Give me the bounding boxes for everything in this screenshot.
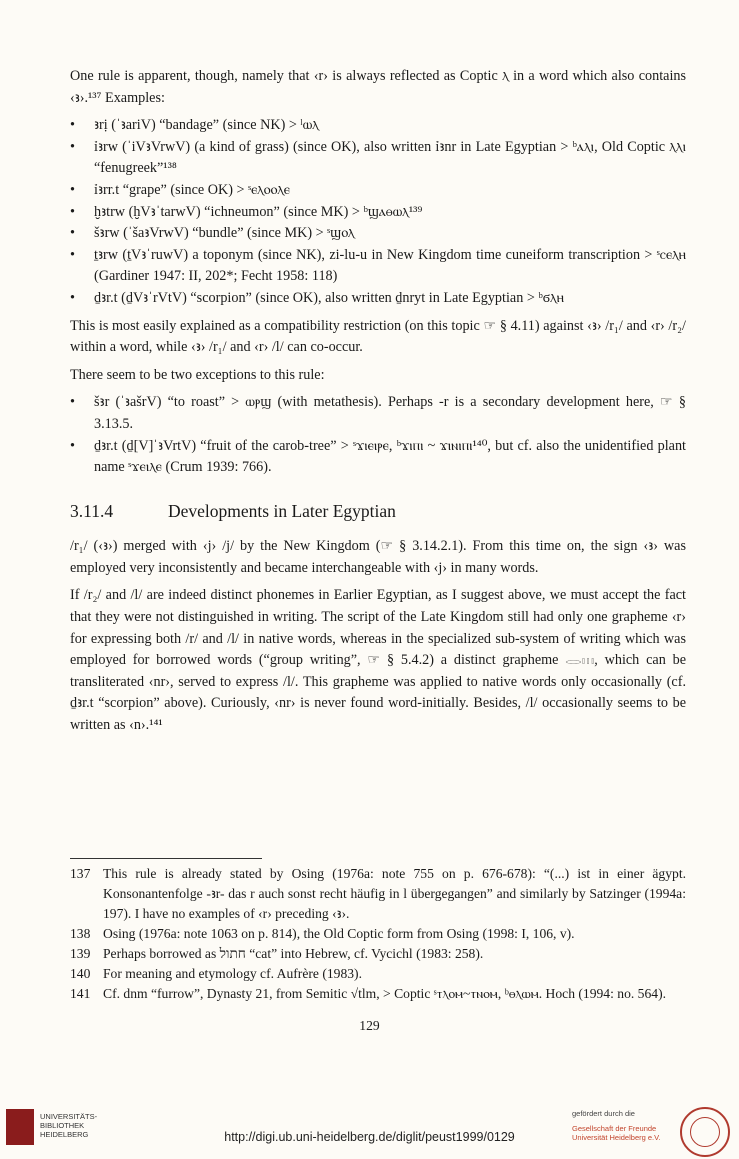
section-title: Developments in Later Egyptian <box>168 500 396 521</box>
digitization-footer <box>0 1109 739 1159</box>
footnote-text: For meaning and etymology cf. Aufrère (1983). <box>103 966 362 981</box>
footnote-text: This rule is already stated by Osing (1976a: note 755 on p. 676-678): “(...) ist in einer ägypt. Konsonantenfolge -ꜣr- das r auch sonst recht häufig in l übergegangen” and similarly by Satzinger (1994a: 197). I have no examples of ‹r› preceding ‹ꜣ›. <box>103 866 686 921</box>
footnotes <box>70 864 686 1004</box>
examples-list-1 <box>70 115 686 309</box>
footnote-number: 140 <box>70 966 91 981</box>
source-link[interactable]: http://digi.ub.uni-heidelberg.de/diglit/peust1999/0129 <box>224 1130 515 1144</box>
funded-by-label: gefördert durch die <box>572 1109 635 1118</box>
example-item: • ꜣrị (ˈꜣariV) “bandage” (since NK) > ˡⲱⲗ <box>70 115 686 137</box>
footnote-text: Osing (1976a: note 1063 on p. 814), the Old Coptic form from Osing (1998: I, 106, v). <box>103 926 575 941</box>
seal-inner-ring <box>690 1117 720 1147</box>
sponsor-name: Gesellschaft der Freunde Universität Heidelberg e.V. <box>572 1124 661 1142</box>
example-item: • ṯꜣrw (ṯVꜣˈruwV) a toponym (since NK), zi-lu-u in New Kingdom time cuneiform transcription > ˢⲥⲉⲗⲏ (Gardiner 1947: II, 202*; Fecht 1958: 118) <box>70 245 686 288</box>
footnote <box>70 924 686 944</box>
footnote-divider <box>70 858 262 859</box>
university-seal-icon <box>680 1107 730 1157</box>
body-paragraph: /r₁/ (‹ꜣ›) merged with ‹j› /j/ by the New Kingdom (☞ § 3.14.2.1). From this time on, the sign ‹ꜣ› was employed very inconsistently and became interchangeable with ‹j› in many words. <box>70 538 686 576</box>
footnote-number: 138 <box>70 926 91 941</box>
footnote-number: 137 <box>70 866 91 881</box>
footnote <box>70 944 686 964</box>
example-item: • ḫꜣtrw (ḫVꜣˈtarwV) “ichneumon” (since MK) > ᵇϣⲁⲑⲱⲗ¹³⁹ <box>70 202 686 224</box>
exception-item: • šꜣr (ˈꜣašrV) “to roast” > ⲱⲣϣ (with metathesis). Perhaps -r is a secondary development here, ☞ § 3.13.5. <box>70 392 686 435</box>
example-item: • ḏꜣr.t (ḏVꜣˈrVtV) “scorpion” (since OK), also written ḏnryt in Late Egyptian > ᵇϭⲗⲏ <box>70 288 686 310</box>
footnote-number: 141 <box>70 986 91 1001</box>
footnote-text: Cf. dnm “furrow”, Dynasty 21, from Semitic √tlm, > Coptic ˢⲧⲗⲟⲙ~ⲧⲛⲟⲙ, ᵇⲑⲗⲱⲙ. Hoch (1994: no. 564). <box>103 986 666 1001</box>
main-text <box>70 66 686 743</box>
examples-list-2 <box>70 392 686 478</box>
exception-item: • ḏꜣr.t (ḏ[V]ˈꜣVrtV) “fruit of the carob-tree” > ˢϫⲓⲉⲓⲣⲉ, ᵇϫⲓⲡⲓ ~ ϫⲓⲛⲓⲡⲓ¹⁴⁰, but cf. also the unidentified plant name ˢϫⲉⲓⲗⲉ (Crum 1939: 766). <box>70 436 686 479</box>
footnote <box>70 964 686 984</box>
footnote <box>70 984 686 1004</box>
page-number: 129 <box>359 1018 380 1033</box>
section-number: 3.11.4 <box>70 500 114 521</box>
library-name: UNIVERSITÄTS- BIBLIOTHEK HEIDELBERG <box>40 1112 98 1139</box>
explanation-paragraph: This is most easily explained as a compatibility restriction (on this topic ☞ § 4.11) against ‹ꜣ› /r₁/ and ‹r› /r₂/ within a word, while ‹ꜣ› /r₁/ and ‹r› /l/ can co-occur. <box>70 317 686 356</box>
section-heading <box>70 501 686 523</box>
footnote <box>70 864 686 924</box>
footnote-number: 139 <box>70 946 91 961</box>
footnote-text: Perhaps borrowed as חתול “cat” into Hebrew, cf. Vycichl (1983: 258). <box>103 946 484 961</box>
exceptions-intro: There seem to be two exceptions to this rule: <box>70 366 325 383</box>
example-item: • šꜣrw (ˈšaꜣVrwV) “bundle” (since MK) > ˢϣⲟⲗ <box>70 223 686 245</box>
example-item: • ỉꜣrw (ˈiVꜣVrwV) (a kind of grass) (since OK), also written ỉꜣnr in Late Egyptian > ᵇⲁⲗⲓ, Old Coptic ⲗⲗⲓ “fenugreek”¹³⁸ <box>70 137 686 180</box>
intro-paragraph: One rule is apparent, though, namely that ‹r› is always reflected as Coptic ⲗ in a word which also contains ‹ꜣ›.¹³⁷ Examples: <box>70 68 686 106</box>
body-paragraph: If /r₂/ and /l/ are indeed distinct phonemes in Earlier Egyptian, as I suggest above, we must accept the fact that they were not distinguished in writing. The script of the Late Kingdom still had only one grapheme ‹r› for expressing both /r/ and /l/ in native words, whereas in the specialized sub-system of writing which was employed for borrowed words (“group writing”, ☞ § 5.4.2) a distinct grapheme 𓂋𓏥, which can be transliterated ‹nr›, served to express /l/. This grapheme was applied to native words only occasionally (cf. ḏꜣr.t “scorpion” above). Curiously, ‹nr› is never found word-initially. Besides, /l/ occasionally seems to be written as ‹n›.¹⁴¹ <box>70 587 686 734</box>
example-item: • ỉꜣrr.t “grape” (since OK) > ˢⲉⲗⲟⲟⲗⲉ <box>70 180 686 202</box>
